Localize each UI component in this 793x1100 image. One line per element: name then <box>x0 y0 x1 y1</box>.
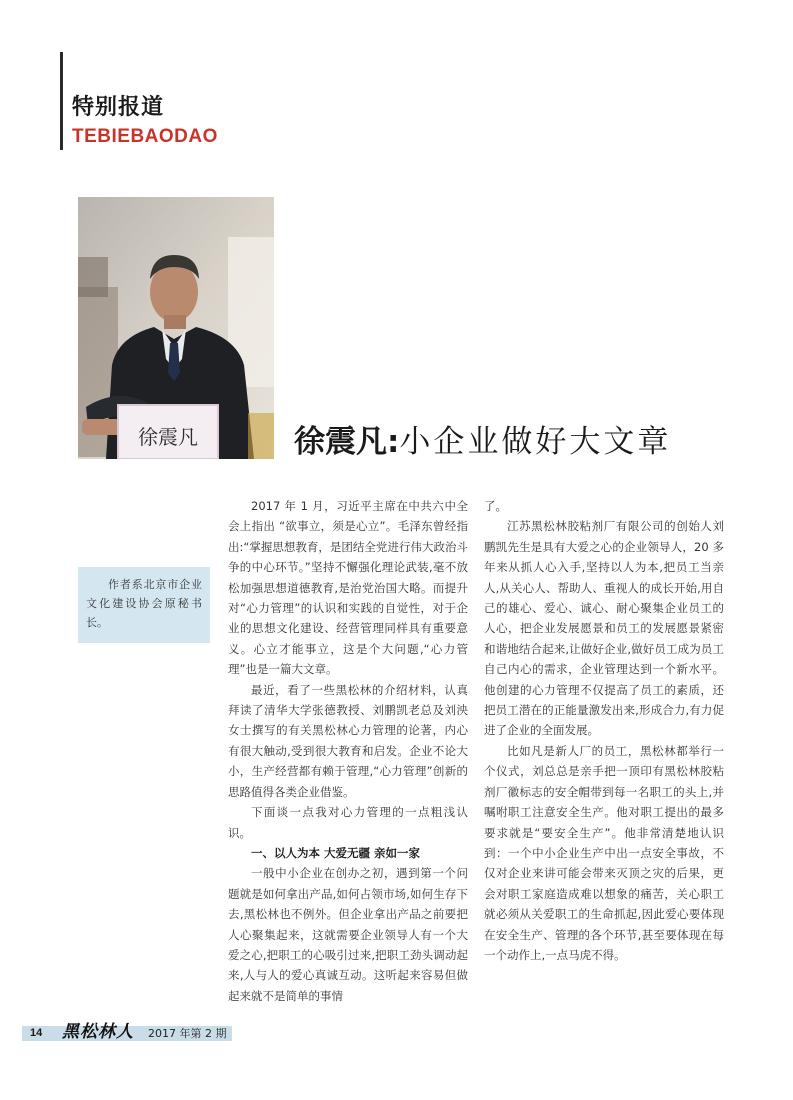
paragraph: 下面谈一点我对心力管理的一点粗浅认识。 <box>228 805 468 840</box>
headline-name: 徐震凡: <box>294 424 400 460</box>
article-column-1 <box>228 496 468 1006</box>
article-column-2 <box>484 496 724 965</box>
magazine-logo: 黑松林人 <box>62 1022 134 1042</box>
page-number: 14 <box>30 1027 43 1039</box>
subheading: 一、以人为本 大爱无疆 亲如一家 <box>251 845 421 860</box>
author-note-text: 作者系北京市企业文化建设协会原秘书长。 <box>86 578 202 629</box>
author-note <box>78 567 210 643</box>
nameplate-text: 徐震凡 <box>138 425 198 449</box>
article-headline <box>294 416 671 461</box>
section-pinyin: TEBIEBAODAO <box>72 126 218 147</box>
headline-subtitle: 小企业做好大文章 <box>399 424 672 460</box>
section-title: 特别报道 <box>72 95 165 120</box>
paragraph: 2017 年 1 月，习近平主席在中共六中全会上指出 “欲事立，须是心立”。毛泽东曾经指出:“掌握思想教育，是团结全党进行伟大政治斗争的中心环节。”坚持不懈强化理论武装,毫不放松加强思想道德教育,是治党治国大略。而提升对“心力管理”的认识和实践的自觉性，对于企业的思想文化建设、经营管理同样具有重要意义。心立才能事立，这是个大问题,“心力管理”也是一篇大文章。 <box>228 499 468 677</box>
paragraph: 最近，看了一些黑松林的介绍材料，认真拜读了清华大学张德教授、刘鹏凯老总及刘泱女士撰写的有关黑松林心力管理的论著，内心有很大触动,受到很大教育和启发。企业不论大小，生产经营都有赖于管理,“心力管理”创新的思路值得各类企业借鉴。 <box>228 682 468 799</box>
portrait-photo <box>78 197 274 459</box>
portrait-illustration <box>78 197 274 459</box>
paragraph: 一般中小企业在创办之初，遇到第一个问题就是如何拿出产品,如何占领市场,如何生存下去,黑松林也不例外。但企业拿出产品之前要把人心聚集起来，这就需要企业领导人有一个大爱之心,把职工的心吸引过来,把职工劲头调动起来,人与人的爱心真诚互动。这听起来容易但做起来就不是简单的事情 <box>228 866 468 1003</box>
section-accent-bar <box>60 52 63 150</box>
paragraph: 江苏黑松林胶粘剂厂有限公司的创始人刘鹏凯先生是具有大爱之心的企业领导人，20 多年来从抓人心入手,坚持以人为本,把员工当亲人,从关心人、帮助人、重视人的成长开始,用自己的雄心、爱心、诚心、耐心聚集企业员工的人心，把企业发展愿景和员工的发展愿景紧密和谐地结合起来,让做好企业,做好员工成为员工自己内心的需求，企业管理达到一个新水平。他创建的心力管理不仅提高了员工的素质，还把员工潜在的正能量激发出来,形成合力,有力促进了企业的全面发展。 <box>484 519 724 738</box>
paragraph: 比如凡是新人厂的员工，黑松林都举行一个仪式，刘总总是亲手把一顶印有黑松林胶粘剂厂徽标志的安全帽带到每一名职工的头上,并嘱咐职工注意安全生产。他对职工提出的最多要求就是“要安全生产”。他非常清楚地认识到：一个中小企业生产中出一点安全事故，不仅对企业来讲可能会带来灭顶之灾的后果，更会对职工家庭造成难以想象的痛苦，关心职工就必须从关爱职工的生命抓起,因此爱心要体现在安全生产、管理的各个环节,甚至要体现在每一个动作上,一点马虎不得。 <box>484 743 724 962</box>
issue-label: 2017 年第 2 期 <box>148 1027 227 1040</box>
paragraph: 了。 <box>484 499 507 513</box>
